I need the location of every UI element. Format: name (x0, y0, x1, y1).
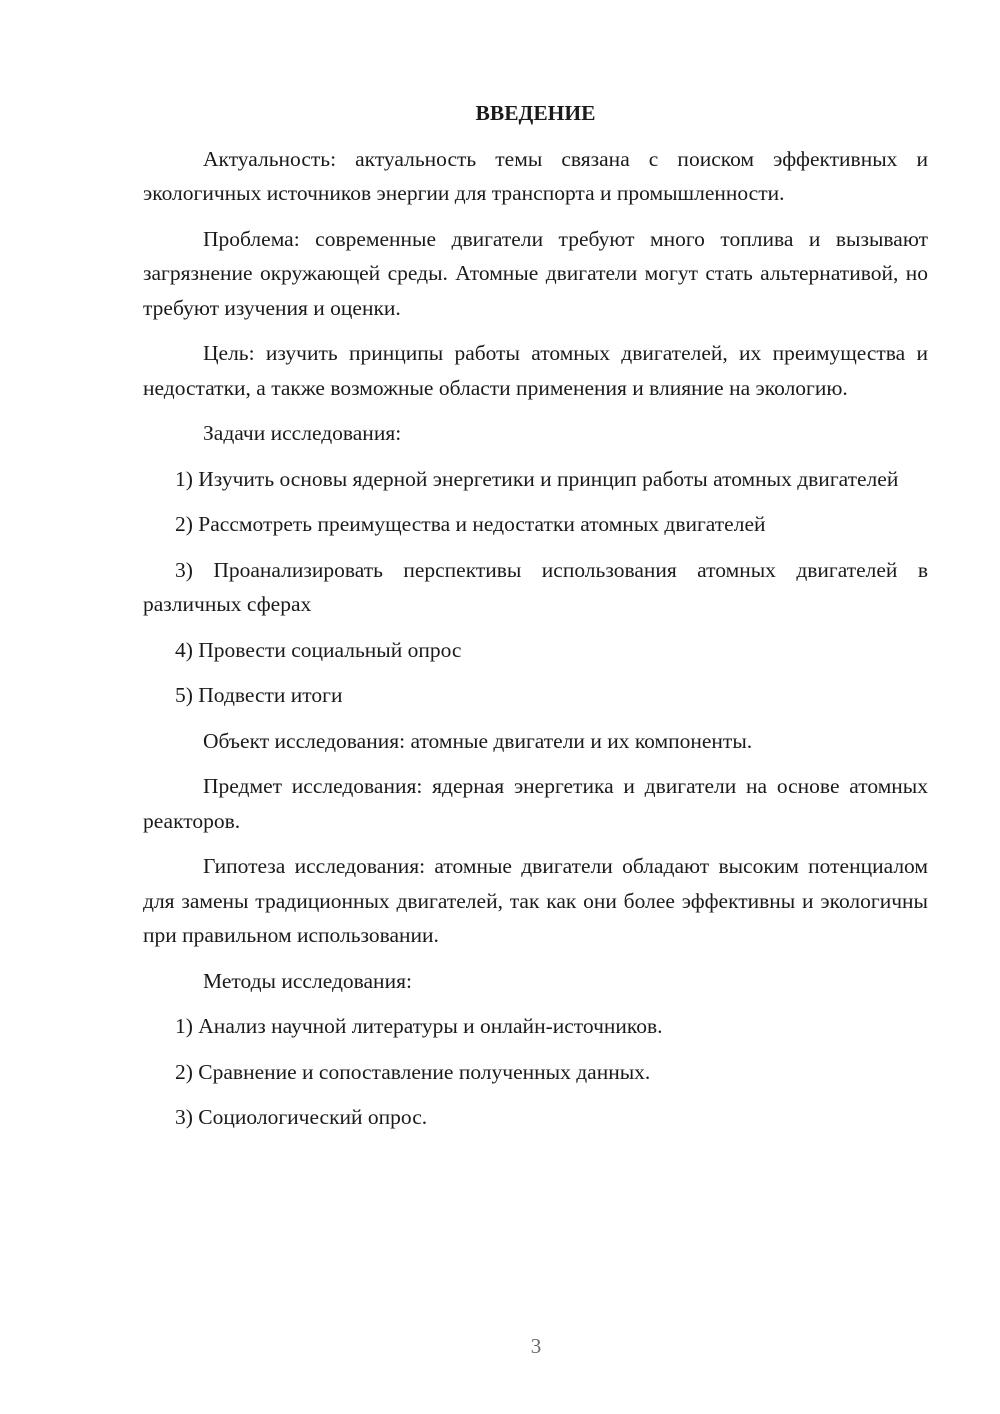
problem-paragraph: Проблема: современные двигатели требуют много топлива и вызывают загрязнение окружающей среды. Атомные двигатели могут стать альтернативой, но требуют изучения и оценки. (143, 226, 928, 320)
section-title: ВВЕДЕНИЕ (475, 101, 596, 125)
tasks-heading: Задачи исследования: (203, 421, 402, 445)
method-item-2: 2) Сравнение и сопоставление полученных данных. (175, 1059, 651, 1084)
task-item-3: 3) Проанализировать перспективы использования атомных двигателей в различных сферах (143, 557, 928, 616)
methods-heading: Методы исследования: (203, 968, 412, 993)
method-item-3: 3) Социологический опрос. (175, 1105, 428, 1129)
hypothesis-paragraph: Гипотеза исследования: атомные двигатели обладают высоким потенциалом для замены традиционных двигателей, так как они более эффективны и экологичны при правильном использовании. (143, 854, 928, 947)
task-item-2: 2) Рассмотреть преимущества и недостатки атомных двигателей (175, 512, 766, 536)
task-item-5: 5) Подвести итоги (175, 683, 343, 707)
object-paragraph: Объект исследования: атомные двигатели и их компоненты. (203, 728, 753, 753)
task-item-4: 4) Провести социальный опрос (175, 637, 462, 662)
goal-paragraph: Цель: изучить принципы работы атомных двигателей, их преимущества и недостатки, а также возможные области применения и влияние на экологию. (143, 341, 928, 400)
relevance-paragraph: Актуальность: актуальность темы связана с поиском эффективных и экологичных источников энергии для транспорта и промышленности. (143, 146, 928, 205)
method-item-1: 1) Анализ научной литературы и онлайн-источников. (175, 1014, 663, 1038)
document-page (143, 96, 928, 1146)
page-number: 3 (530, 1334, 542, 1358)
subject-paragraph: Предмет исследования: ядерная энергетика и двигатели на основе атомных реакторов. (143, 774, 928, 833)
task-item-1: 1) Изучить основы ядерной энергетики и принцип работы атомных двигателей (175, 466, 899, 491)
